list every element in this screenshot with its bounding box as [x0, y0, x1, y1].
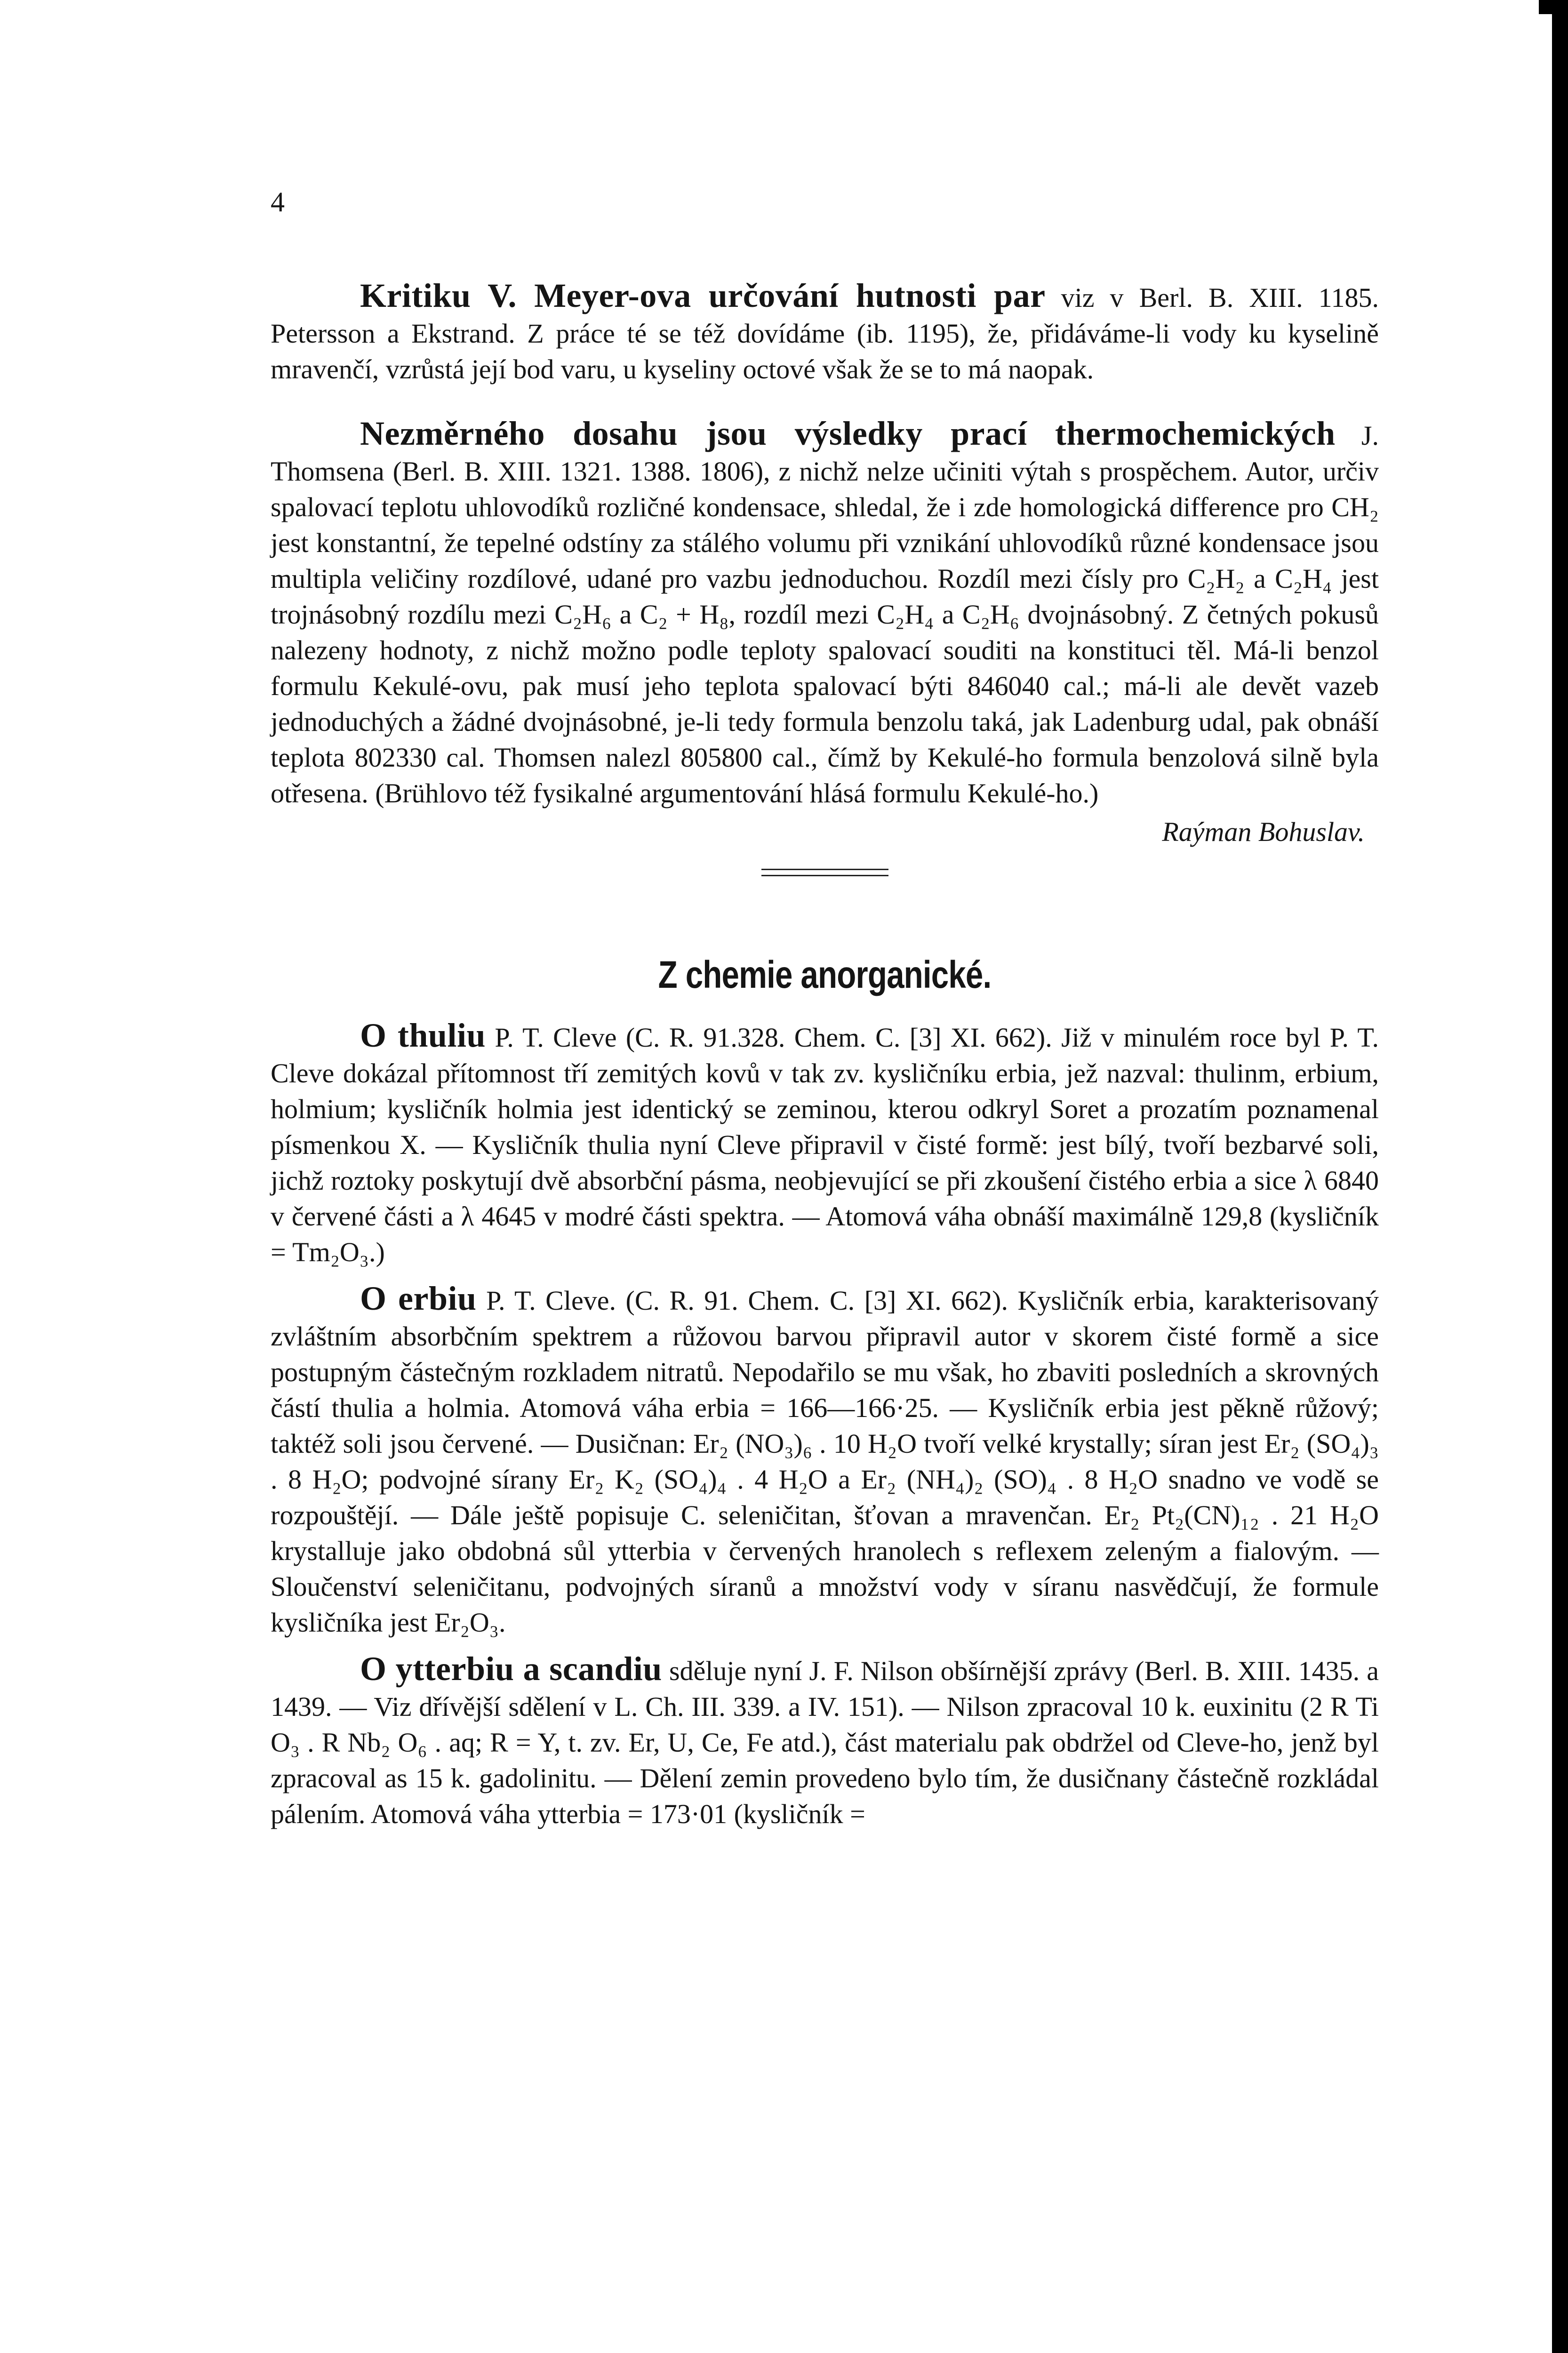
paragraph-text: J. Thomsena (Berl. B. XIII. 1321. 1388. 1806), z nichž nelze učiniti výtah s prospěchem. Autor, určiv spalovací teplotu uhlovodíků rozličné kondensace, shledal, že i zde homologická difference pro CH₂ jest konstantní, že tepelné odstíny za stálého volumu při vznikání uhlovodíků různé kondensace jsou multipla veličiny rozdílové, udané pro vazbu jednoduchou. Rozdíl mezi čísly pro C₂H₂ a C₂H₄ jest trojnásobný rozdílu mezi C₂H₆ a C₂ + H₈, rozdíl mezi C₂H₄ a C₂H₆ dvojnásobný. Z četných pokusů nalezeny hodnoty, z nichž možno podle teploty spalovací souditi na konstituci těl. Má-li benzol formulu Kekulé-ovu, pak musí jeho teplota spalovací býti 846040 cal.; má-li ale devět vazeb jednoduchých a žádné dvojnásobné, je-li tedy formula benzolu taká, jak Ladenburg udal, pak obnáší teplota 802330 cal. Thomsen nalezl 805800 cal., čímž by Kekulé-ho formula benzolová silně byla otřesena. (Brühlovo též fysikalné argumentování hlásá formulu Kekulé-ho.): [271, 420, 1379, 808]
paragraph-lead: O erbiu: [360, 1280, 477, 1317]
paragraph-lead: Kritiku V. Meyer-ova určování hutnosti par: [360, 277, 1046, 314]
paragraph-lead: Nezměrného dosahu jsou výsledky prací thermochemických: [360, 415, 1336, 452]
author-signature: Raýman Bohuslav.: [1162, 816, 1365, 847]
section-divider: [761, 869, 888, 876]
paragraph-text: P. T. Cleve. (C. R. 91. Chem. C. [3] XI. 662). Kysličník erbia, karakterisovaný zvláštním absorbčním spektrem a růžovou barvou připravil autor v skorem čisté formě a sice postupným částečným rozkladem nitratů. Nepodařilo se mu však, ho zbaviti posledních a skrovných částí thulia a holmia. Atomová váha erbia = 166—166·25. — Kysličník erbia jest pěkně růžový; taktéž soli jsou červené. — Dusičnan: Er₂ (NO₃)₆ . 10 H₂O tvoří velké krystally; síran jest Er₂ (SO₄)₃ . 8 H₂O; podvojné sírany Er₂ K₂ (SO₄)₄ . 4 H₂O a Er₂ (NH₄)₂ (SO)₄ . 8 H₂O snadno ve vodě se rozpouštějí. — Dále ještě popisuje C. seleničitan, šťovan a mravenčan. Er₂ Pt₂(CN)₁₂ . 21 H₂O krystalluje jako obdobná sůl ytterbia v červených hranolech s reflexem zeleným a fialovým. — Sloučenství seleničitanu, podvojných síranů a množství vody v síranu nasvědčují, že formule kysličníka jest Er₂O₃.: [271, 1285, 1379, 1638]
paragraph-erbium: [271, 1281, 1379, 1641]
paragraph-text: sděluje nyní J. F. Nilson obšírnější zprávy (Berl. B. XIII. 1435. a 1439. — Viz dřívější sdělení v L. Ch. III. 339. a IV. 151). — Nilson zpracoval 10 k. euxinitu (2 R Ti O₃ . R Nb₂ O₆ . aq; R = Y, t. zv. Er, U, Ce, Fe atd.), část materialu pak obdržel od Cleve-ho, jenž byl zpracoval as 15 k. gadolinitu. — Dělení zemin provedeno bylo tím, že dusičnany částečně rozkládal pálením. Atomová váha ytterbia = 173·01 (kysličník =: [271, 1656, 1379, 1829]
scan-edge-right: [1552, 0, 1568, 2353]
paragraph-ytterbium: [271, 1651, 1379, 1832]
paragraph-text: P. T. Cleve (C. R. 91.328. Chem. C. [3] XI. 662). Již v minulém roce byl P. T. Cleve dokázal přítomnost tří zemitých kovů v tak zv. kysličníku erbia, jež nazval: thulinm, erbium, holmium; kysličník holmia jest identický se zeminou, kterou odkryl Soret a prozatím poznamenal písmenkou X. — Kysličník thulia nyní Cleve připravil v čisté formě: jest bílý, tvoří bezbarvé soli, jichž roztoky poskytují dvě absorbční pásma, neobjevující se při zkoušení čistého erbia a sice λ 6840 v červené části a λ 4645 v modré části spektra. — Atomová váha obnáší maximálně 129,8 (kysličník = Tm₂O₃.): [271, 1022, 1379, 1267]
page-body: [271, 169, 1379, 1832]
page-number: 4: [271, 186, 285, 217]
paragraph-text: viz v Berl. B. XIII. 1185. Petersson a Ekstrand. Z práce té se též dovídáme (ib. 1195), že, přidáváme-li vody ku kyselině mravenčí, vzrůstá její bod varu, u kyseliny octové však že se to má naopak.: [271, 282, 1379, 384]
paragraph-thulium: [271, 1017, 1379, 1270]
section-title: Z chemie anorganické.: [658, 953, 992, 996]
paragraph-meyer: [271, 278, 1379, 387]
paragraph-lead: O thuliu: [360, 1016, 486, 1054]
paragraph-lead: O ytterbiu a scandiu: [360, 1650, 662, 1688]
paragraph-thomsen: [271, 416, 1379, 811]
